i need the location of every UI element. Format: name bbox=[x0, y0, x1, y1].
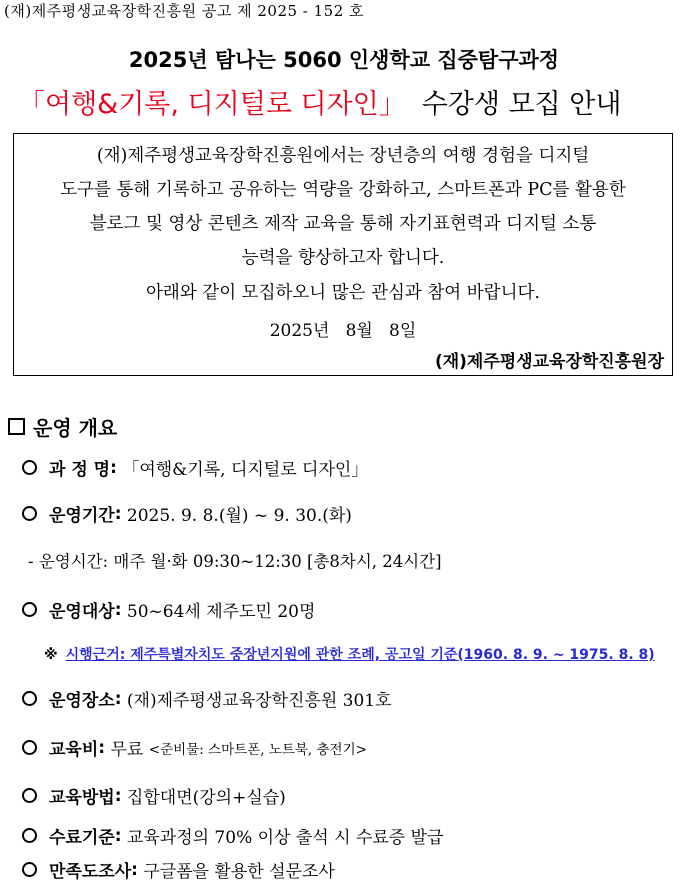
item-label: 운영기간 bbox=[49, 506, 115, 526]
intro-line: (재)제주평생교육장학진흥원에서는 장년층의 여행 경험을 디지털 bbox=[96, 146, 590, 166]
colon: : bbox=[114, 503, 122, 524]
item-value: 집합대면(강의+실습) bbox=[126, 788, 286, 808]
colon: : bbox=[114, 825, 122, 846]
intro-line: 능력을 향상하고자 합니다. bbox=[241, 248, 445, 268]
colon: : bbox=[114, 599, 122, 620]
circle-bullet-icon bbox=[22, 691, 37, 706]
item-label: 운영장소 bbox=[49, 691, 115, 711]
info-item-method bbox=[22, 783, 286, 808]
item-label: 운영대상 bbox=[49, 602, 115, 622]
circle-bullet-icon bbox=[22, 740, 37, 755]
info-item-completion bbox=[22, 823, 443, 848]
item-label: 과 정 명 bbox=[49, 460, 111, 480]
colon: : bbox=[114, 688, 122, 709]
info-item-survey bbox=[22, 857, 335, 882]
circle-bullet-icon bbox=[22, 788, 37, 803]
supplies-note: <준비물: 스마트폰, 노트북, 충전기> bbox=[148, 741, 367, 758]
square-bullet-icon bbox=[8, 418, 25, 435]
item-value: 교육과정의 70% 이상 출석 시 수료증 발급 bbox=[126, 828, 444, 848]
item-value: (재)제주평생교육장학진흥원 301호 bbox=[126, 691, 392, 711]
intro-box bbox=[13, 133, 673, 376]
recruit-notice-label: 수강생 모집 안내 bbox=[421, 89, 622, 120]
announcement-date: 2025년 8월 8일 bbox=[269, 321, 417, 341]
item-value: 2025. 9. 8.(월) ~ 9. 30.(화) bbox=[126, 506, 352, 526]
section-title: 운영 개요 bbox=[33, 416, 118, 440]
circle-bullet-icon bbox=[22, 602, 37, 617]
intro-line: 블로그 및 영상 콘텐츠 제작 교육을 통해 자기표현력과 디지털 소통 bbox=[89, 214, 597, 234]
notice-number: (재)제주평생교육장학진흥원 공고 제 2025 - 152 호 bbox=[4, 2, 365, 20]
section-heading bbox=[8, 412, 117, 441]
info-item-location bbox=[22, 686, 392, 711]
page-subtitle bbox=[18, 82, 621, 121]
colon: : bbox=[131, 859, 138, 880]
issuer-organization: (재)제주평생교육장학진흥원장 bbox=[434, 352, 664, 372]
colon: : bbox=[98, 737, 106, 758]
intro-line: 도구를 통해 기록하고 공유하는 역량을 강화하고, 스마트폰과 PC를 활용한 bbox=[60, 180, 626, 200]
item-label: 만족도조사 bbox=[49, 862, 132, 882]
circle-bullet-icon bbox=[22, 862, 37, 877]
item-label: 교육방법 bbox=[49, 788, 115, 808]
course-title: 「여행&기록, 디지털로 디자인」 bbox=[18, 89, 406, 120]
note-text: 시행근거: 제주특별자치도 중장년지원에 관한 조례, 공고일 기준(1960. 8. 9. ~ 1975. 8. 8) bbox=[65, 647, 655, 663]
circle-bullet-icon bbox=[22, 460, 37, 475]
colon: : bbox=[110, 457, 117, 478]
circle-bullet-icon bbox=[22, 506, 37, 521]
intro-line: 아래와 같이 모집하오니 많은 관심과 참여 바랍니다. bbox=[146, 283, 540, 303]
item-label: 수료기준 bbox=[49, 828, 115, 848]
item-label: 교육비 bbox=[49, 740, 99, 760]
item-value: 50~64세 제주도민 20명 bbox=[126, 602, 316, 622]
note-mark-icon: ※ bbox=[44, 647, 58, 663]
operating-hours: - 운영시간: 매주 월·화 09:30~12:30 [총8차시, 24시간] bbox=[28, 552, 442, 571]
circle-bullet-icon bbox=[22, 828, 37, 843]
item-value: 「여행&기록, 디지털로 디자인」 bbox=[122, 460, 369, 480]
eligibility-note bbox=[44, 644, 655, 664]
page-title: 2025년 탐나는 5060 인생학교 집중탐구과정 bbox=[128, 48, 560, 72]
item-value: 구글폼을 활용한 설문조사 bbox=[143, 862, 335, 882]
colon: : bbox=[114, 785, 122, 806]
item-value: 무료 bbox=[110, 740, 144, 760]
info-item-course-name bbox=[22, 455, 368, 480]
info-item-period bbox=[22, 501, 352, 526]
info-item-target bbox=[22, 597, 315, 622]
info-item-fee bbox=[22, 735, 367, 760]
